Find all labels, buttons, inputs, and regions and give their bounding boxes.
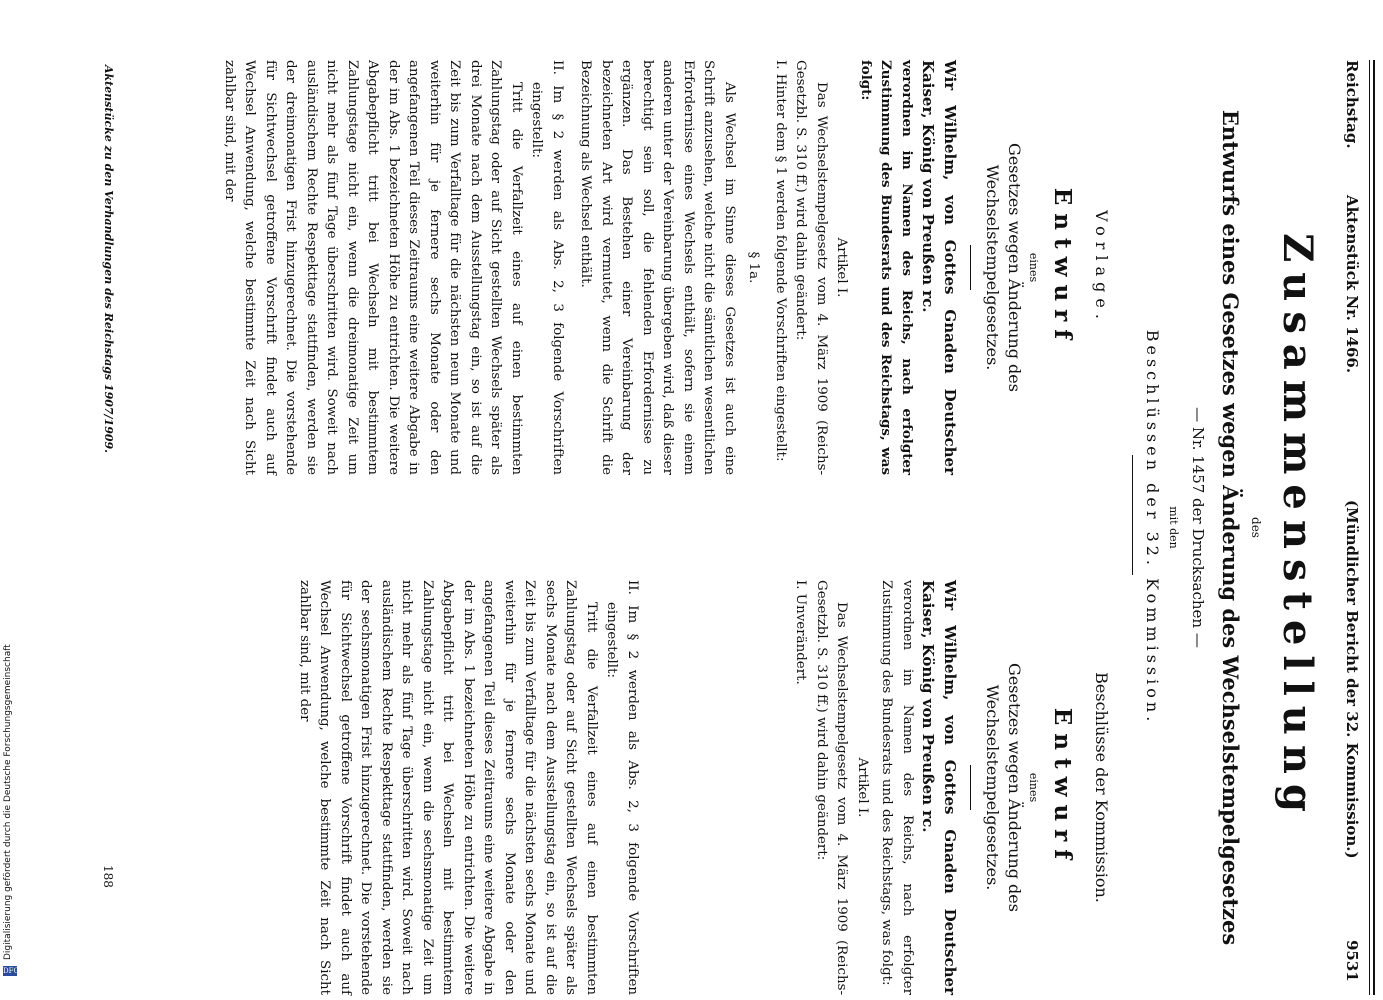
right-eines: eines <box>1027 772 1040 803</box>
left-entwurf: Entwurf <box>1049 187 1076 348</box>
right-art-text: Das Wechselstempelgesetz vom 4. März 1909 (Reichs-Gesetzbl. S. 310 ff.) wird dahin geändert: <box>814 580 850 995</box>
left-body-text: Tritt die Verfallzeit eines auf einen bestimmten Zahlungstag oder auf Sicht gestellten Wechsels später als drei Monate nach dem Ausstellungstag ein, so ist auf die Zeit bis zum Verfalltage für die nächsten neun Monate und weiterhin für je fernere sechs Monate oder den angefangenen Teil dieses Zeitraums eine weitere Abgabe in der im Abs. 1 bezeichneten Höhe zu entrichten. Die weitere Abgabepflicht tritt bei Wechseln mit bestimmtem Zahlungstage nicht ein, wenn die dreimonatige Zeit um nicht mehr als fünf Tage überschritten wird. Soweit nach ausländischem Rechte Respekttage stattfinden, werden sie der dreimonatigen Frist hinzugerechnet. Die vorstehende für Sichtwechsel getroffene Vorschrift findet auch auf Wechsel Anwendung, welche bestimmte Zeit nach Sicht zahlbar sind, mit der <box>222 60 524 475</box>
right-page-number: 188 <box>101 865 115 888</box>
left-footer: Aktenstücke zu den Verhandlungen des Reichstags 1907/1909. <box>102 65 115 453</box>
left-item-ii: II. Im § 2 werden als Abs. 2, 3 folgende Vorschriften eingestellt: <box>529 60 565 475</box>
left-preamble-1: Wir Wilhelm, von Gottes Gnaden Deutscher Kaiser, König von Preußen rc. <box>919 60 959 475</box>
left-heading: Vorlage. <box>1092 210 1111 325</box>
left-art-text: Das Wechselstempelgesetz vom 4. März 1909 (Reichs-Gesetzbl. S. 310 ff.) wird dahin geändert: <box>793 60 829 475</box>
right-item-ii: II. Im § 2 werden als Abs. 2, 3 folgende Vorschriften eingestellt: <box>604 580 640 995</box>
dfg-logo: DFG <box>3 967 20 975</box>
left-preamble-2: verordnen im Namen des Reichs, nach erfolgter Zustimmung des Bundesrats und des Reichstags, was folgt: <box>858 60 915 475</box>
side-note-text: Digitalisierung gefördert durch die Deutsche Forschungsgemeinschaft <box>3 644 13 960</box>
left-divider <box>970 245 971 290</box>
title-des: des <box>1249 517 1263 538</box>
left-text-block <box>219 60 962 475</box>
header-reichstag: Reichstag. <box>1343 60 1361 149</box>
title-drucksache: — Nr. 1457 der Drucksachen — <box>1189 407 1207 648</box>
left-eines: eines <box>1027 252 1040 283</box>
title-mit-den: mit den <box>1167 506 1180 549</box>
top-rule <box>1373 60 1375 995</box>
right-body-text: Tritt die Verfallzeit eines auf einen bestimmten Zahlungstag oder auf Sicht gestellten Wechsels später als sechs Monate nach dem Ausstellungstag ein, so ist auf die Zeit bis zum Verfalltage für die nächsten sechs Monate und weiterhin für je fernere sechs Monate oder den angefangenen Teil dieses Zeitraums eine weitere Abgabe in der im Abs. 1 bezeichneten Höhe zu entrichten. Die weitere Abgabepflicht tritt bei Wechseln mit bestimmtem Zahlungstage nicht ein, wenn die sechsmonatige Zeit um nicht mehr als fünf Tage überschritten wird. Soweit nach ausländischem Rechte Respekttage stattfinden, werden sie der sechsmonatigen Frist hinzugerechnet. Die vorstehende für Sichtwechsel getroffene Vorschrift findet auch auf Wechsel Anwendung, welche bestimmte Zeit nach Sicht zahlbar sind, mit der <box>297 580 599 995</box>
right-entwurf: Entwurf <box>1049 707 1076 868</box>
title-subtitle: Entwurfs eines Gesetzes wegen Änderung des Wechselstempelgesetzes <box>1218 109 1243 946</box>
left-para-1a: § 1a. <box>746 251 762 284</box>
right-preamble-1: Wir Wilhelm, von Gottes Gnaden Deutscher Kaiser, König von Preußen rc. <box>919 580 959 995</box>
title-beschluesse: Beschlüssen der 32. Kommission. <box>1143 329 1162 726</box>
left-gesetz-title: Gesetzes wegen Änderung des Wechselstempelgesetzes. <box>983 143 1024 392</box>
title-divider <box>1132 455 1133 575</box>
header-bericht: (Mündlicher Bericht der 32. Kommission.) <box>1343 500 1361 859</box>
header-page-number: 9531 <box>1343 940 1361 982</box>
right-divider <box>970 765 971 810</box>
left-artikel: Artikel I. <box>834 237 850 298</box>
right-text-block <box>294 580 962 995</box>
left-para-1a-text: Als Wechsel im Sinne dieses Gesetzes ist auch eine Schrift anzusehen, welche nicht die sämtlichen wesentlichen Erfordernisse eines Wechsels enthält, sofern sie einem anderen unter der Vereinbarung übergeben wird, daß dieser berechtigt sein soll, die fehlenden Erfordernisse zu ergänzen. Das Bestehen einer Vereinbarung der bezeichneten Art wird vermutet, wenn die Schrift die Bezeichnung als Wechsel enthält. <box>578 60 737 475</box>
header-aktenstueck: Aktenstück Nr. 1466. <box>1343 195 1361 374</box>
right-gesetz-title: Gesetzes wegen Änderung des Wechselstempelgesetzes. <box>983 663 1024 912</box>
right-artikel: Artikel I. <box>855 757 870 818</box>
right-preamble-2: verordnen im Namen des Reichs, nach erfolgter Zustimmung des Bundesrats und des Reichstags, was folgt: <box>879 580 915 995</box>
top-rule-thin <box>1369 60 1370 995</box>
left-item-i: I. Hinter dem § 1 werden folgende Vorschriften eingestellt: <box>773 60 788 462</box>
page-title: Zusammenstellung <box>1274 233 1321 822</box>
right-item-i: I. Unverändert. <box>793 580 809 685</box>
right-heading: Beschlüsse der Kommission. <box>1092 672 1111 903</box>
